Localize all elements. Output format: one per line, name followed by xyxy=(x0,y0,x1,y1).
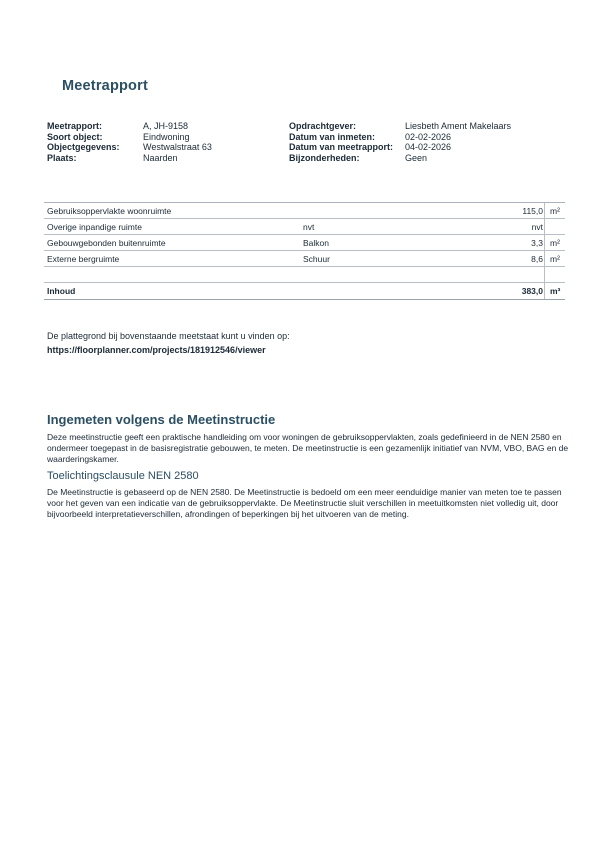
row-unit: m² xyxy=(550,238,560,248)
row-note: Schuur xyxy=(303,254,330,264)
row-value: 8,6 xyxy=(531,254,543,264)
column-divider xyxy=(544,251,545,266)
row-unit: m² xyxy=(550,254,560,264)
column-divider xyxy=(544,219,545,234)
total-unit: m³ xyxy=(550,286,561,296)
table-row xyxy=(44,235,565,251)
row-label: Externe bergruimte xyxy=(47,254,120,264)
meta-right-labels xyxy=(289,121,393,163)
section-paragraph: Deze meetinstructie geeft een praktische handleiding om voor woningen de gebruiksoppervlakten, zoals gedefinieerd in de NEN 2580 en ondermeer toegepast in de basisregistratie gebouwen, te meten. De meetinstructie is een gezamenlijk initiatief van NVM, VBO, BAG en de waarderingskamer. xyxy=(47,432,569,464)
meta-label: Objectgegevens: xyxy=(47,142,120,152)
page-title: Meetrapport xyxy=(62,78,148,94)
column-divider xyxy=(544,235,545,250)
row-label: Gebruiksoppervlakte woonruimte xyxy=(47,206,172,216)
meta-label: Bijzonderheden: xyxy=(289,152,360,163)
meta-value: Geen xyxy=(405,152,428,163)
meta-label: Datum van inmeten: xyxy=(289,131,376,142)
floorplan-link[interactable]: https://floorplanner.com/projects/181912546/viewer xyxy=(47,345,266,355)
row-value: 115,0 xyxy=(522,206,543,216)
meta-right-values xyxy=(405,121,511,163)
column-divider xyxy=(544,283,545,299)
row-value: nvt xyxy=(531,222,543,232)
meta-value: 04-02-2026 xyxy=(405,142,452,152)
clause-paragraph: De Meetinstructie is gebaseerd op de NEN 2580. De Meetinstructie is bedoeld om een meer eenduidige manier van meten toe te passen voor het geven van een indicatie van de gebruiksoppervlakte. De Meetinstructie sluit verschillen in meetuitkomsten niet volledig uit, door bijvoorbeeld interpretatieverschillen, afrondingen of beperkingen bij het uitvoeren van de meting. xyxy=(47,487,562,519)
row-value: 3,3 xyxy=(531,238,543,248)
table-row xyxy=(44,219,565,235)
row-label: Overige inpandige ruimte xyxy=(47,222,142,232)
table-total-row xyxy=(44,283,565,300)
table-row xyxy=(44,251,565,267)
meta-label: Soort object: xyxy=(47,131,103,142)
column-divider xyxy=(544,203,545,218)
total-value: 383,0 xyxy=(521,286,543,296)
meta-left-values xyxy=(143,121,212,163)
section-heading: Ingemeten volgens de Meetinstructie xyxy=(47,412,276,427)
total-label: Inhoud xyxy=(47,286,76,296)
row-label: Gebouwgebonden buitenruimte xyxy=(47,238,166,248)
meta-label: Datum van meetrapport: xyxy=(289,142,394,152)
meta-value: Liesbeth Ament Makelaars xyxy=(405,121,512,131)
meta-value: Westwalstraat 63 xyxy=(143,142,212,152)
meta-value: A, JH-9158 xyxy=(143,121,189,131)
meta-label: Opdrachtgever: xyxy=(289,121,357,131)
table-spacer-row xyxy=(44,267,565,283)
meta-label: Meetrapport: xyxy=(47,121,103,131)
row-note: nvt xyxy=(303,222,315,232)
meta-value: Naarden xyxy=(143,152,178,163)
meta-value: 02-02-2026 xyxy=(405,131,452,142)
section-subheading: Toelichtingsclausule NEN 2580 xyxy=(47,470,199,482)
floorplan-intro: De plattegrond bij bovenstaande meetstaat kunt u vinden op: xyxy=(47,331,290,341)
column-divider xyxy=(544,267,545,282)
meta-left-labels xyxy=(47,121,120,163)
meta-value: Eindwoning xyxy=(143,131,190,142)
row-note: Balkon xyxy=(303,238,329,248)
row-unit: m² xyxy=(550,206,560,216)
measurement-table xyxy=(44,202,565,300)
meta-label: Plaats: xyxy=(47,152,77,163)
table-row xyxy=(44,203,565,219)
